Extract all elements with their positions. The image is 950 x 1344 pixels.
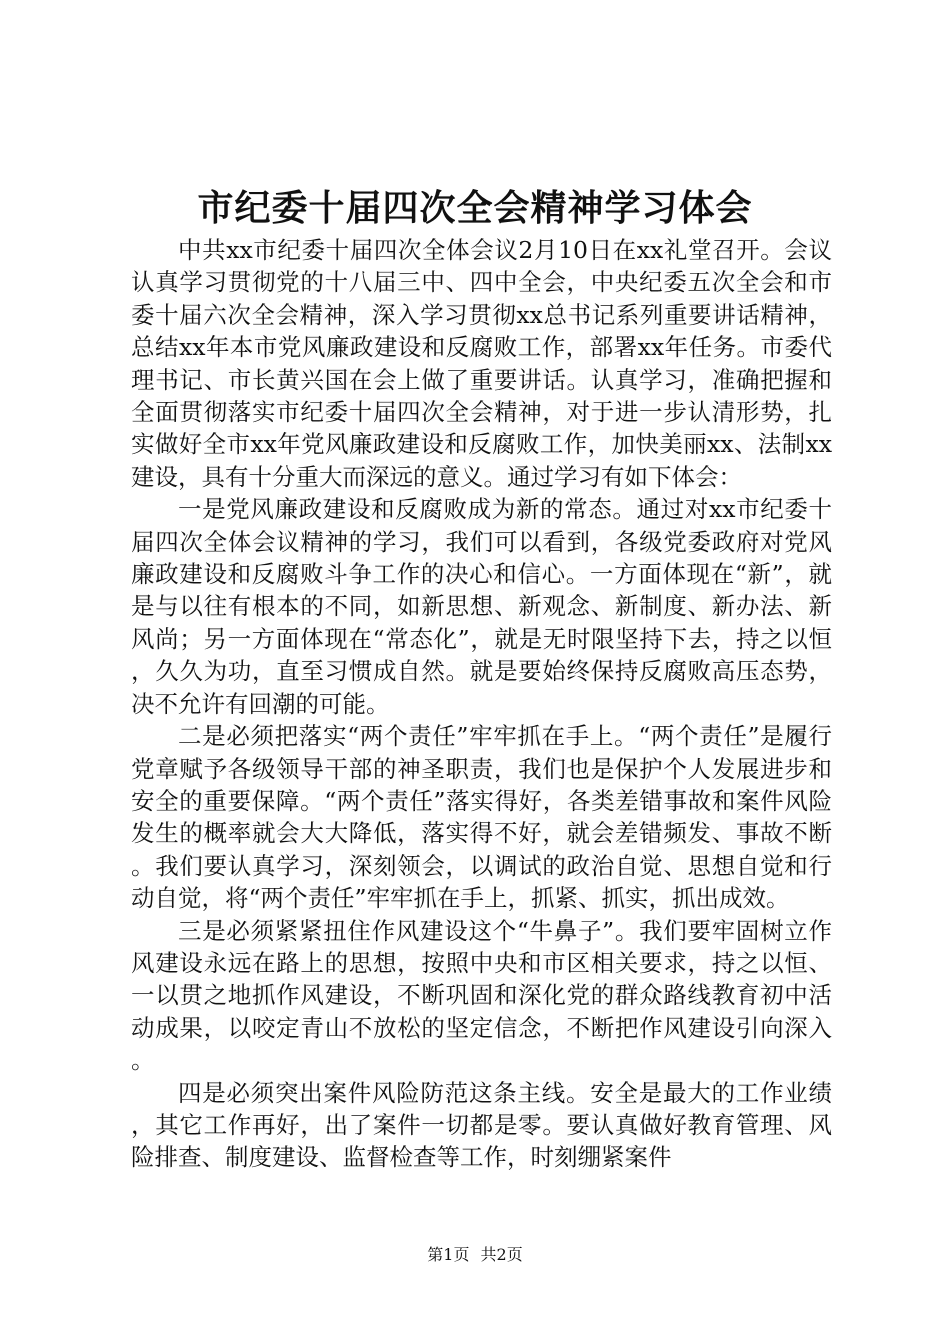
paragraph-point-3: 三是必须紧紧扭住作风建设这个“牛鼻子”。我们要牢固树立作风建设永远在路上的思想，按照中央和市区相关要求，持之以恒、一以贯之地抓作风建设，不断巩固和深化党的群众路线教育初中活动成果，以咬定青山不放松的坚定信念，不断把作风建设引向深入。 <box>131 916 832 1075</box>
document-body <box>131 234 832 1174</box>
paragraph-point-4: 四是必须突出案件风险防范这条主线。安全是最大的工作业绩，其它工作再好，出了案件一切都是零。要认真做好教育管理、风险排查、制度建设、监督检查等工作，时刻绷紧案件 <box>131 1078 832 1172</box>
page-number: 第1页 <box>427 1245 470 1264</box>
page-total: 共2页 <box>480 1245 523 1264</box>
paragraph-point-1: 一是党风廉政建设和反腐败成为新的常态。通过对xx市纪委十届四次全体会议精神的学习，我们可以看到，各级党委政府对党风廉政建设和反腐败斗争工作的决心和信心。一方面体现在“新”，就是与以往有根本的不同，如新思想、新观念、新制度、新办法、新风尚；另一方面体现在“常态化”，就是无时限坚持下去，持之以恒，久久为功，直至习惯成自然。就是要始终保持反腐败高压态势，决不允许有回潮的可能。 <box>131 495 832 718</box>
document-title: 市纪委十届四次全会精神学习体会 <box>197 187 753 229</box>
paragraph-intro: 中共xx市纪委十届四次全体会议2月10日在xx礼堂召开。会议认真学习贯彻党的十八届三中、四中全会，中央纪委五次全会和市委十届六次全会精神，深入学习贯彻xx总书记系列重要讲话精神，总结xx年本市党风廉政建设和反腐败工作，部署xx年任务。市委代理书记、市长黄兴国在会上做了重要讲话。认真学习，准确把握和全面贯彻落实市纪委十届四次全会精神，对于进一步认清形势，扎实做好全市xx年党风廉政建设和反腐败工作，加快美丽xx、法制xx建设，具有十分重大而深远的意义。通过学习有如下体会： <box>131 236 832 491</box>
page-footer <box>0 1244 950 1266</box>
paragraph-point-2: 二是必须把落实“两个责任”牢牢抓在手上。“两个责任”是履行党章赋予各级领导干部的神圣职责，我们也是保护个人发展进步和安全的重要保障。“两个责任”落实得好，各类差错事故和案件风险发生的概率就会大大降低，落实得不好，就会差错频发、事故不断。我们要认真学习，深刻领会，以调试的政治自觉、思想自觉和行动自觉，将“两个责任”牢牢抓在手上，抓紧、抓实，抓出成效。 <box>131 722 832 913</box>
